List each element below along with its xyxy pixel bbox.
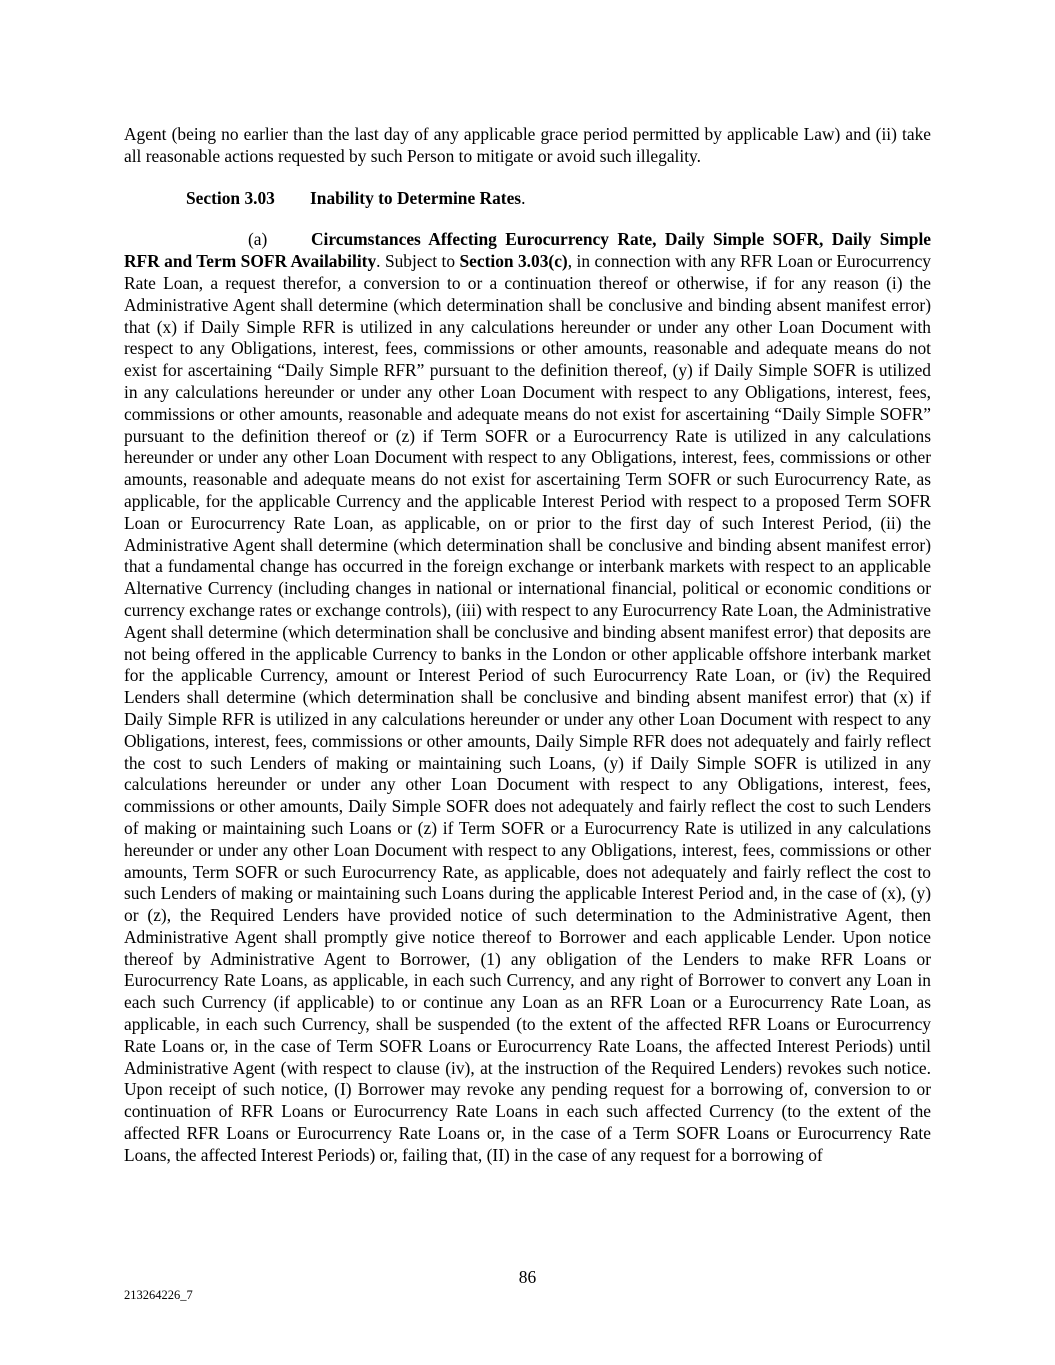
section-reference: Section 3.03(c) bbox=[459, 251, 568, 272]
section-title-period: . bbox=[521, 187, 526, 208]
paragraph-label: (a) bbox=[248, 229, 268, 250]
paragraph-body: , in connection with any RFR Loan or Eurocurrency Rate Loan, a request therefor, a conversion to or a continuation thereof or otherwise, if for any reason (i) the Administrative Agent shall determine (which determination shall be conclusive and binding absent manifest error) that (x) if Daily Simple RFR is utilized in any calculations hereunder or under any other Loan Document with respect to any Obligations, interest, fees, commissions or other amounts, reasonable and adequate means do not exist for ascertaining “Daily Simple RFR” pursuant to the definition thereof, (y) if Daily Simple SOFR is utilized in any calculations hereunder or under any other Loan Document with respect to any Obligations, interest, fees, commissions or other amounts, reasonable and adequate means do not exist for ascertaining “Daily Simple SOFR” pursuant to the definition thereof or (z) if Term SOFR or a Eurocurrency Rate is utilized in any calculations hereunder or under any other Loan Document with respect to any Obligations, interest, fees, commissions or other amounts, reasonable and adequate means do not exist for ascertaining Term SOFR or such Eurocurrency Rate, as applicable, for the applicable Currency and the applicable Interest Period with respect to a proposed Term SOFR Loan or Eurocurrency Rate Loan, as applicable, on or prior to the first day of such Interest Period, (ii) the Administrative Agent shall determine (which determination shall be conclusive and binding absent manifest error) that a fundamental change has occurred in the foreign exchange or interbank markets with respect to an applicable Alternative Currency (including changes in national or international financial, political or economic conditions or currency exchange rates or exchange controls), (iii) with respect to any Eurocurrency Rate Loan, the Administrative Agent shall determine (which determination shall be conclusive and binding absent manifest error) that deposits are not being offered in the applicable Currency to banks in the London or other applicable offshore interbank market for the applicable Currency, amount or Interest Period of such Eurocurrency Rate Loan, or (iv) the Required Lenders shall determine (which determination shall be conclusive and binding absent manifest error) that (x) if Daily Simple RFR is utilized in any calculations hereunder or under any other Loan Document with respect to any Obligations, interest, fees, commissions or other amounts, Daily Simple RFR does not adequately and fairly reflect the cost to such Lenders of making or maintaining such Loans, (y) if Daily Simple SOFR is utilized in any calculations hereunder or under any other Loan Document with respect to any Obligations, interest, fees, commissions or other amounts, Daily Simple SOFR does not adequately and fairly reflect the cost to such Lenders of making or maintaining such Loans or (z) if Term SOFR or a Eurocurrency Rate is utilized in any calculations hereunder or under any other Loan Document with respect to any Obligations, interest, fees, commissions or other amounts, Term SOFR or such Eurocurrency Rate, as applicable, does not adequately and fairly reflect the cost to such Lenders of making or maintaining such Loans during the applicable Interest Period and, in the case of (x), (y) or (z), the Required Lenders have provided notice of such determination to the Administrative Agent, then Administrative Agent shall promptly give notice thereof to Borrower and each applicable Lender. Upon notice thereof by Administrative Agent to Borrower, (1) any obligation of the Lenders to make RFR Loans or Eurocurrency Rate Loans, as applicable, in each such Currency, and any right of Borrower to convert any Loan in each such Currency (if applicable) to or continue any Loan as an RFR Loan or a Eurocurrency Rate Loan, as applicable, in each such Currency, shall be suspended (to the extent of the affected RFR Loans or Eurocurrency Rate Loans or, in the case of Term SOFR Loans or Eurocurrency Rate Loans, the affected Interest Periods) until Administrative Agent (with respect to clause (iv), at the instruction of the Required Lenders) revokes such notice. Upon receipt of such notice, (I) Borrower may revoke any pending request for a borrowing of, conversion to or continuation of RFR Loans or Eurocurrency Rate Loans in each such affected Currency (to the extent of the affected RFR Loans or Eurocurrency Rate Loans or, in the case of a Term SOFR Loans or Eurocurrency Rate Loans, the affected Interest Periods) or, failing that, (II) in the case of any request for a borrowing of bbox=[124, 251, 932, 1165]
section-number: Section 3.03 bbox=[186, 187, 275, 208]
document-id: 213264226_7 bbox=[124, 1288, 193, 1302]
section-heading bbox=[124, 188, 931, 210]
paragraph-heading-tail: . Subject to bbox=[376, 251, 460, 272]
section-title: Inability to Determine Rates bbox=[310, 187, 522, 208]
paragraph-a bbox=[124, 229, 931, 1166]
page-number: 86 bbox=[518, 1267, 537, 1287]
paragraph-heading: Circumstances Affecting Eurocurrency Rate, Daily Simple SOFR, Daily Simple RFR and Term SOFR Availability bbox=[124, 229, 931, 272]
continuation-paragraph: Agent (being no earlier than the last day of any applicable grace period permitted by applicable Law) and (ii) take all reasonable actions requested by such Person to mitigate or avoid such illegality. bbox=[124, 124, 931, 166]
document-page bbox=[124, 124, 931, 1167]
